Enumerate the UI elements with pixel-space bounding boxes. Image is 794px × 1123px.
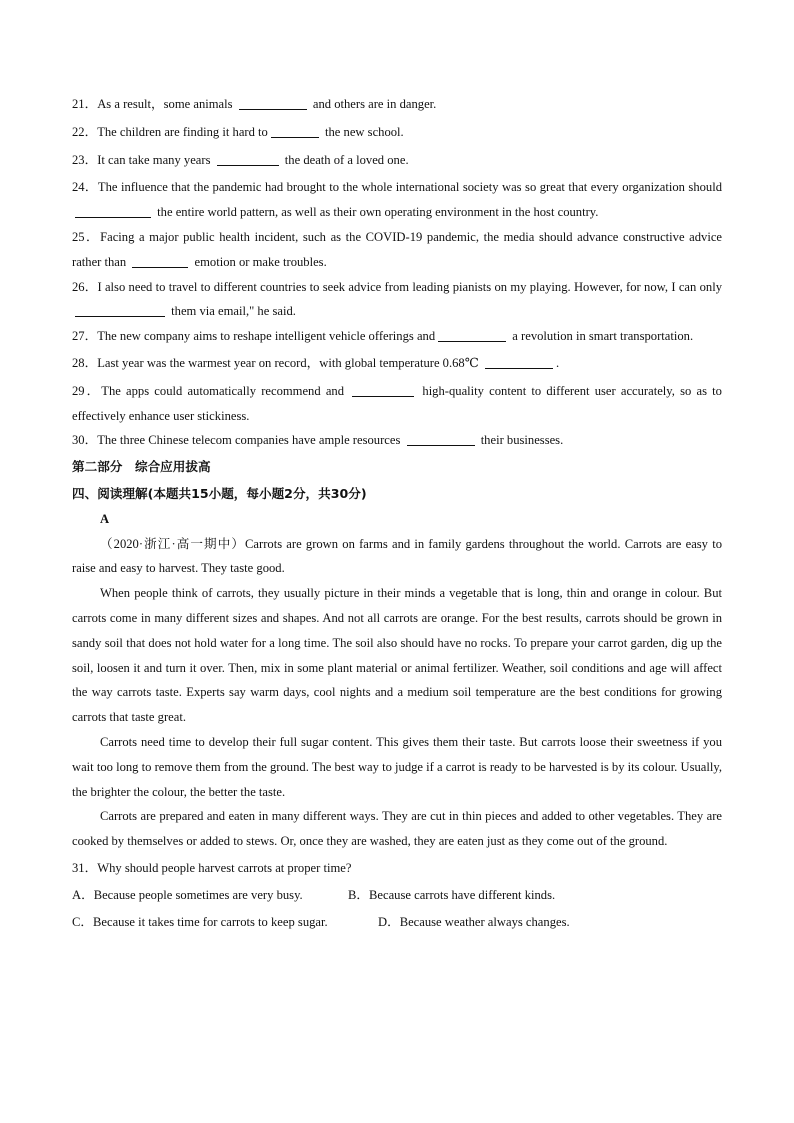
question-30 (72, 428, 722, 453)
question-text: the entire world pattern, as well as their own operating environment in the host country. (157, 205, 599, 220)
answer-blank[interactable] (217, 151, 279, 166)
question-number: 25． (72, 229, 101, 244)
question-number: 28． (72, 355, 98, 370)
worksheet-page (72, 92, 722, 934)
answer-blank[interactable] (75, 203, 151, 218)
section-title: 四、阅读理解(本题共15小题，每小题2分，共30分) (72, 485, 367, 501)
option-c[interactable]: C．Because it takes time for carrots to keep sugar. (72, 914, 328, 929)
question-31-stem: 31．Why should people harvest carrots at proper time? (72, 860, 352, 875)
question-number: 27． (72, 329, 98, 344)
question-text: The influence that the pandemic had brought to the whole international society was so great that every organization should (97, 180, 723, 195)
answer-blank[interactable] (438, 327, 506, 342)
question-number: 23． (72, 152, 98, 167)
question-31-options-row (72, 910, 722, 935)
question-24 (72, 175, 722, 225)
question-text: Last year was the warmest year on record，with global temperature 0.68℃ (97, 355, 479, 370)
question-number: 26． (72, 279, 98, 294)
option-d[interactable]: D．Because weather always changes. (378, 914, 570, 929)
question-number: 21． (72, 97, 98, 111)
option-a[interactable]: A．Because people sometimes are very busy. (72, 887, 303, 902)
answer-blank[interactable] (352, 382, 414, 397)
question-28 (72, 351, 722, 376)
passage-paragraph (72, 532, 722, 582)
question-number: 29． (72, 383, 102, 398)
question-27 (72, 324, 722, 349)
question-text: their businesses. (480, 433, 564, 448)
question-number: 24． (72, 180, 98, 195)
question-21 (72, 92, 722, 117)
answer-blank[interactable] (407, 431, 475, 446)
answer-blank[interactable] (132, 253, 188, 268)
question-text: As a result，some animals (97, 97, 233, 111)
question-22 (72, 120, 722, 145)
question-text: The apps could automatically recommend and (101, 383, 345, 398)
question-text: I also need to travel to different countries to seek advice from leading pianists on my playing. However, for now, I can only (97, 279, 722, 294)
passage-paragraph: Carrots need time to develop their full sugar content. This gives them their taste. But carrots loose their sweetness if you wait too long to remove them from the ground. The best way to judge if a carrot is ready to be harvested is by its colour. Usually, the brighter the colour, the better the taste. (72, 734, 722, 799)
question-23 (72, 148, 722, 173)
question-text: and others are in danger. (312, 97, 437, 111)
question-29 (72, 379, 722, 429)
question-25 (72, 225, 722, 275)
question-26 (72, 275, 722, 325)
passage-paragraph: Carrots are prepared and eaten in many different ways. They are cut in thin pieces and added to other vegetables. They are cooked by themselves or added to stews. Or, once they are washed, they are eaten just as they come out of the ground. (72, 809, 722, 849)
question-text: a revolution in smart transportation. (512, 329, 694, 344)
answer-blank[interactable] (485, 354, 553, 369)
question-text: high-quality content to different user accurately, so as to effectively enhance user stickiness. (72, 383, 722, 423)
passage-label: A (100, 511, 110, 526)
question-31-options-row (72, 883, 722, 908)
question-text: Facing a major public health incident, such as the COVID-19 pandemic, the media should advance constructive advice rather than (72, 229, 723, 269)
question-text: the new school. (325, 124, 404, 139)
question-text: . (555, 355, 560, 370)
question-text: The three Chinese telecom companies have ample resources (97, 433, 401, 448)
question-text: the death of a loved one. (284, 152, 409, 167)
question-text: emotion or make troubles. (194, 254, 327, 269)
question-text: The children are finding it hard to (97, 124, 268, 139)
question-text: them via email," he said. (171, 304, 296, 319)
passage-text: Carrots are grown on farms and in family gardens throughout the world. Carrots are easy to raise and easy to harvest. They taste good. (72, 536, 722, 576)
question-number: 22． (72, 124, 98, 139)
section-part-heading: 第二部分 综合应用拔高 (72, 459, 211, 475)
passage-paragraph: When people think of carrots, they usually picture in their minds a vegetable that is long, thin and orange in colour. But carrots come in many different sizes and shapes. And not all carrots are orange. For the best results, carrots should be grown in sandy soil that does not hold water for a long time. The soil also should have no rocks. To prepare your carrot garden, dig up the soil, loosen it and turn it over. Then, mix in some plant material or animal fertilizer. Weather, soil conditions and age will affect the way carrots taste. Experts say warm days, cool nights and a medium soil temperature are the best conditions for growing carrots that taste great. (72, 586, 722, 725)
question-text: It can take many years (97, 152, 211, 167)
answer-blank[interactable] (239, 95, 307, 110)
question-text: The new company aims to reshape intelligent vehicle offerings and (97, 329, 436, 344)
question-number: 30． (72, 433, 98, 448)
answer-blank[interactable] (75, 302, 165, 317)
option-b[interactable]: B．Because carrots have different kinds. (348, 887, 556, 902)
passage-source: （2020·浙江·高一期中） (100, 536, 246, 551)
answer-blank[interactable] (271, 123, 319, 138)
